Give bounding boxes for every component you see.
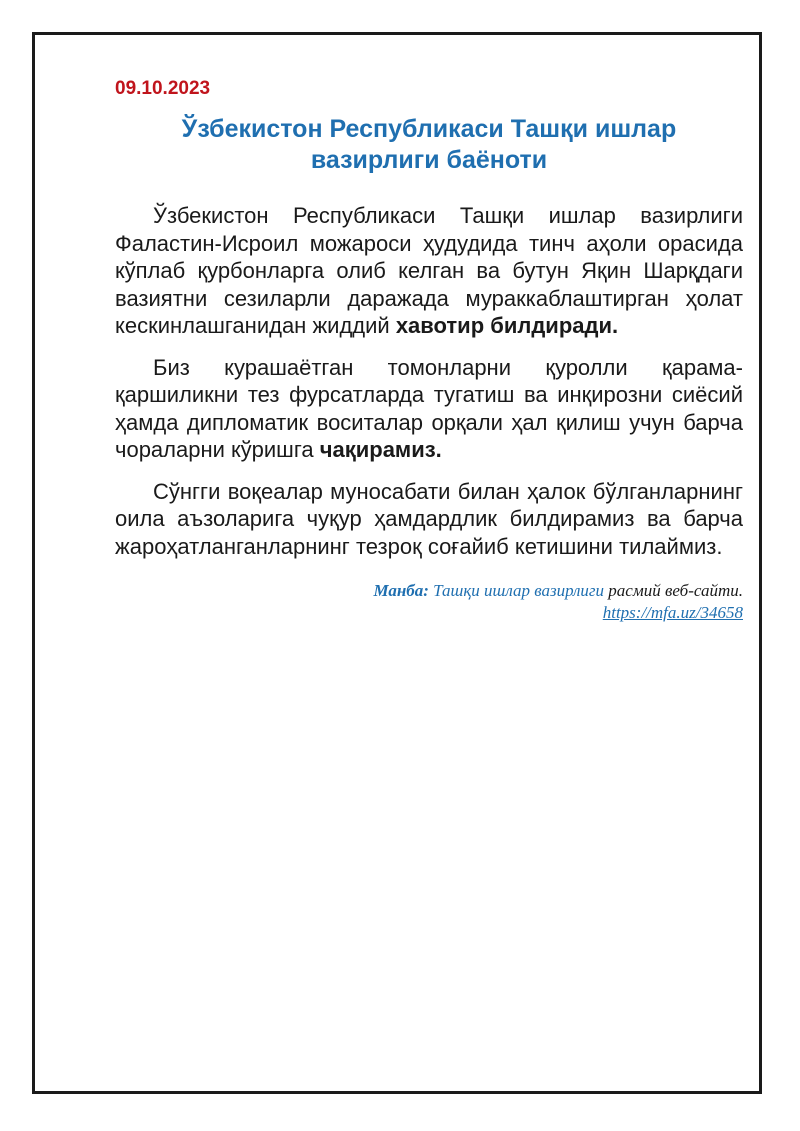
document-date: 09.10.2023 — [115, 78, 211, 99]
paragraph-3 — [115, 478, 743, 561]
document-body — [115, 78, 743, 624]
paragraph-2-emphasis: чақирамиз. — [319, 437, 442, 462]
paragraph-1-text: Ўзбекистон Республикаси Ташқи ишлар вазирлиги Фаластин-Исроил можароси ҳудудида тинч аҳоли орасида кўплаб қурбонларга олиб келган ва бутун Яқин Шарқдаги вазиятни сезиларли даражада мураккаблаштирган ҳолат кескинлашганидан жиддий — [115, 203, 743, 338]
document-title: Ўзбекистон Республикаси Ташқи ишлар вазирлиги баёноти — [181, 115, 677, 174]
source-org: Ташқи ишлар вазирлиги — [433, 581, 605, 600]
source-suffix: расмий веб-сайти. — [608, 581, 743, 600]
paragraph-1 — [115, 202, 743, 340]
paragraph-2-text: Биз курашаётган томонларни қуролли қарама-қаршиликни тез фурсатларда тугатиш ва инқирозни сиёсий ҳамда дипломатик воситалар орқали ҳал қилиш учун барча чораларни кўришга — [115, 354, 743, 462]
paragraph-2 — [115, 354, 743, 464]
paragraph-3-text: Сўнгги воқеалар муносабати билан ҳалок бўлганларнинг оила аъзоларига чуқур ҳамдардлик билдирамиз ва барча жароҳатланганларнинг тезроқ соғайиб кетишини тилаймиз. — [115, 478, 743, 559]
source-note — [115, 580, 743, 624]
source-link[interactable]: https://mfa.uz/34658 — [602, 603, 743, 622]
paragraph-1-emphasis: хавотир билдиради. — [395, 313, 619, 338]
source-label: Манба: — [373, 581, 429, 600]
